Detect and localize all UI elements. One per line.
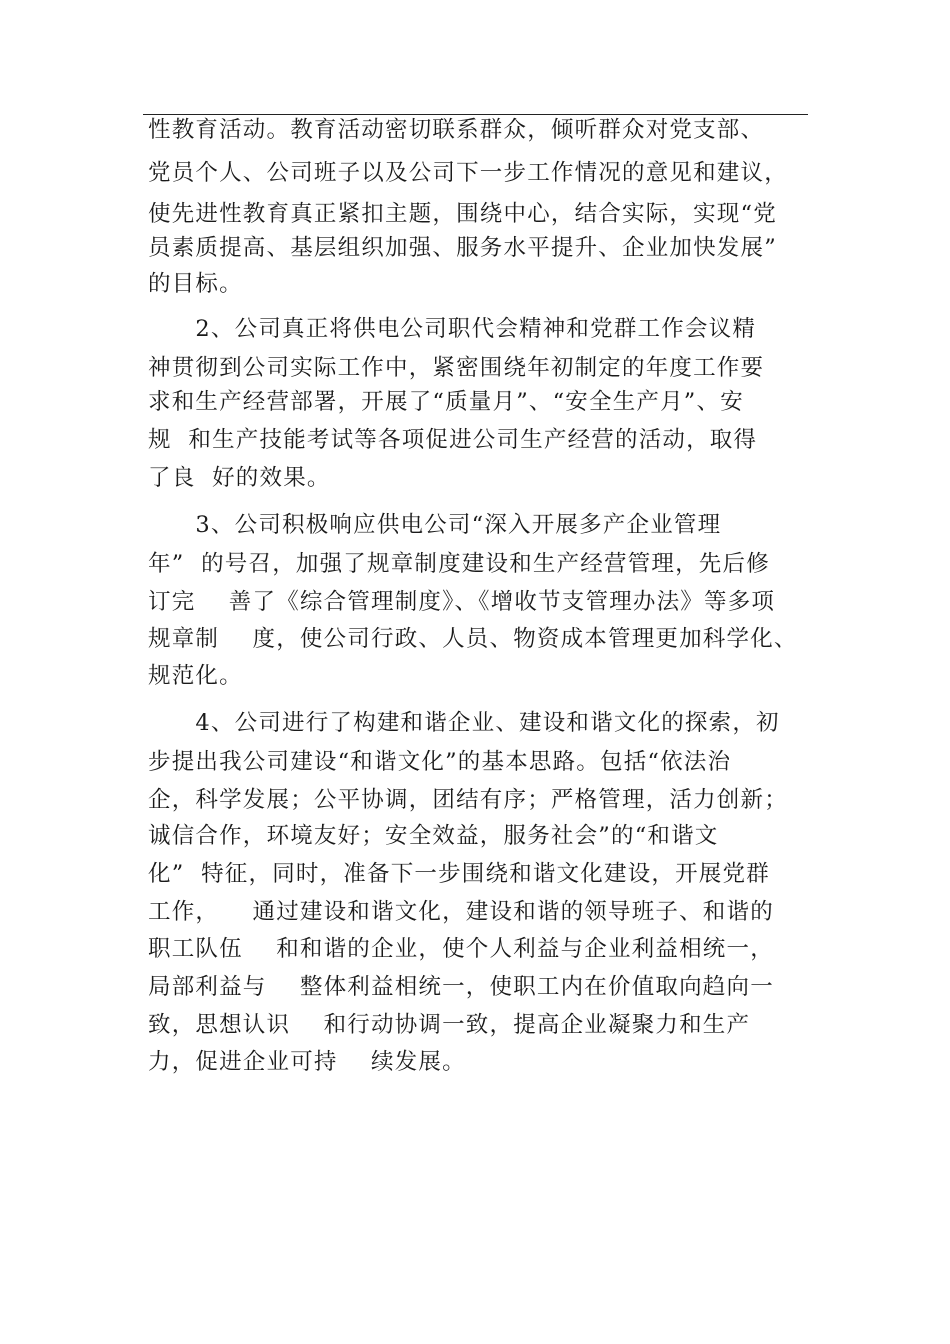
text-line: 使先进性教育真正紧扣主题，围绕中心，结合实际，实现“党 (148, 201, 777, 227)
text-line: 的目标。 (148, 271, 243, 297)
text-line: 诚信合作，环境友好；安全效益，服务社会”的“和谐文 (148, 823, 719, 849)
text-line: 化” 特征，同时，准备下一步围绕和谐文化建设，开展党群 (148, 861, 770, 887)
text-line: 力，促进企业可持 续发展。 (148, 1049, 466, 1075)
text-line: 神贯彻到公司实际工作中，紧密围绕年初制定的年度工作要 (148, 355, 765, 381)
text-line: 职工队伍 和和谐的企业，使个人利益与企业利益相统一， (148, 936, 774, 962)
text-line: 员素质提高、基层组织加强、服务水平提升、企业加快发展” (148, 235, 777, 261)
text-line: 步提出我公司建设“和谐文化”的基本思路。包括“依法治 (148, 749, 732, 775)
text-line: 订完 善了《综合管理制度》、《增收节支管理办法》等多项 (148, 589, 776, 615)
text-line: 局部利益与 整体利益相统一，使职工内在价值取向趋向一 (148, 974, 774, 1000)
text-line: 4、公司进行了构建和谐企业、建设和谐文化的探索，初 (148, 710, 780, 736)
text-line: 工作， 通过建设和谐文化，建设和谐的领导班子、和谐的 (148, 899, 774, 925)
text-line: 致，思想认识 和行动协调一致，提高企业凝聚力和生产 (148, 1012, 751, 1038)
text-line: 企，科学发展；公平协调，团结有序；严格管理，活力创新； (148, 787, 788, 813)
text-line: 求和生产经营部署，开展了“质量月”、“安全生产月”、安 (148, 389, 744, 415)
text-line: 党员个人、公司班子以及公司下一步工作情况的意见和建议， (148, 160, 788, 186)
text-line: 规 和生产技能考试等各项促进公司生产经营的活动，取得 (148, 427, 758, 453)
text-line: 规范化。 (148, 663, 243, 689)
text-line: 规章制 度，使公司行政、人员、物资成本管理更加科学化、 (148, 626, 798, 652)
text-line: 3、公司积极响应供电公司“深入开展多产企业管理 (148, 512, 722, 538)
text-line: 2、公司真正将供电公司职代会精神和党群工作会议精 (148, 316, 757, 342)
text-line: 年” 的号召，加强了规章制度建设和生产经营管理，先后修 (148, 551, 770, 577)
text-line: 性教育活动。教育活动密切联系群众，倾听群众对党支部、 (148, 117, 765, 143)
text-line: 了良 好的效果。 (148, 465, 331, 491)
